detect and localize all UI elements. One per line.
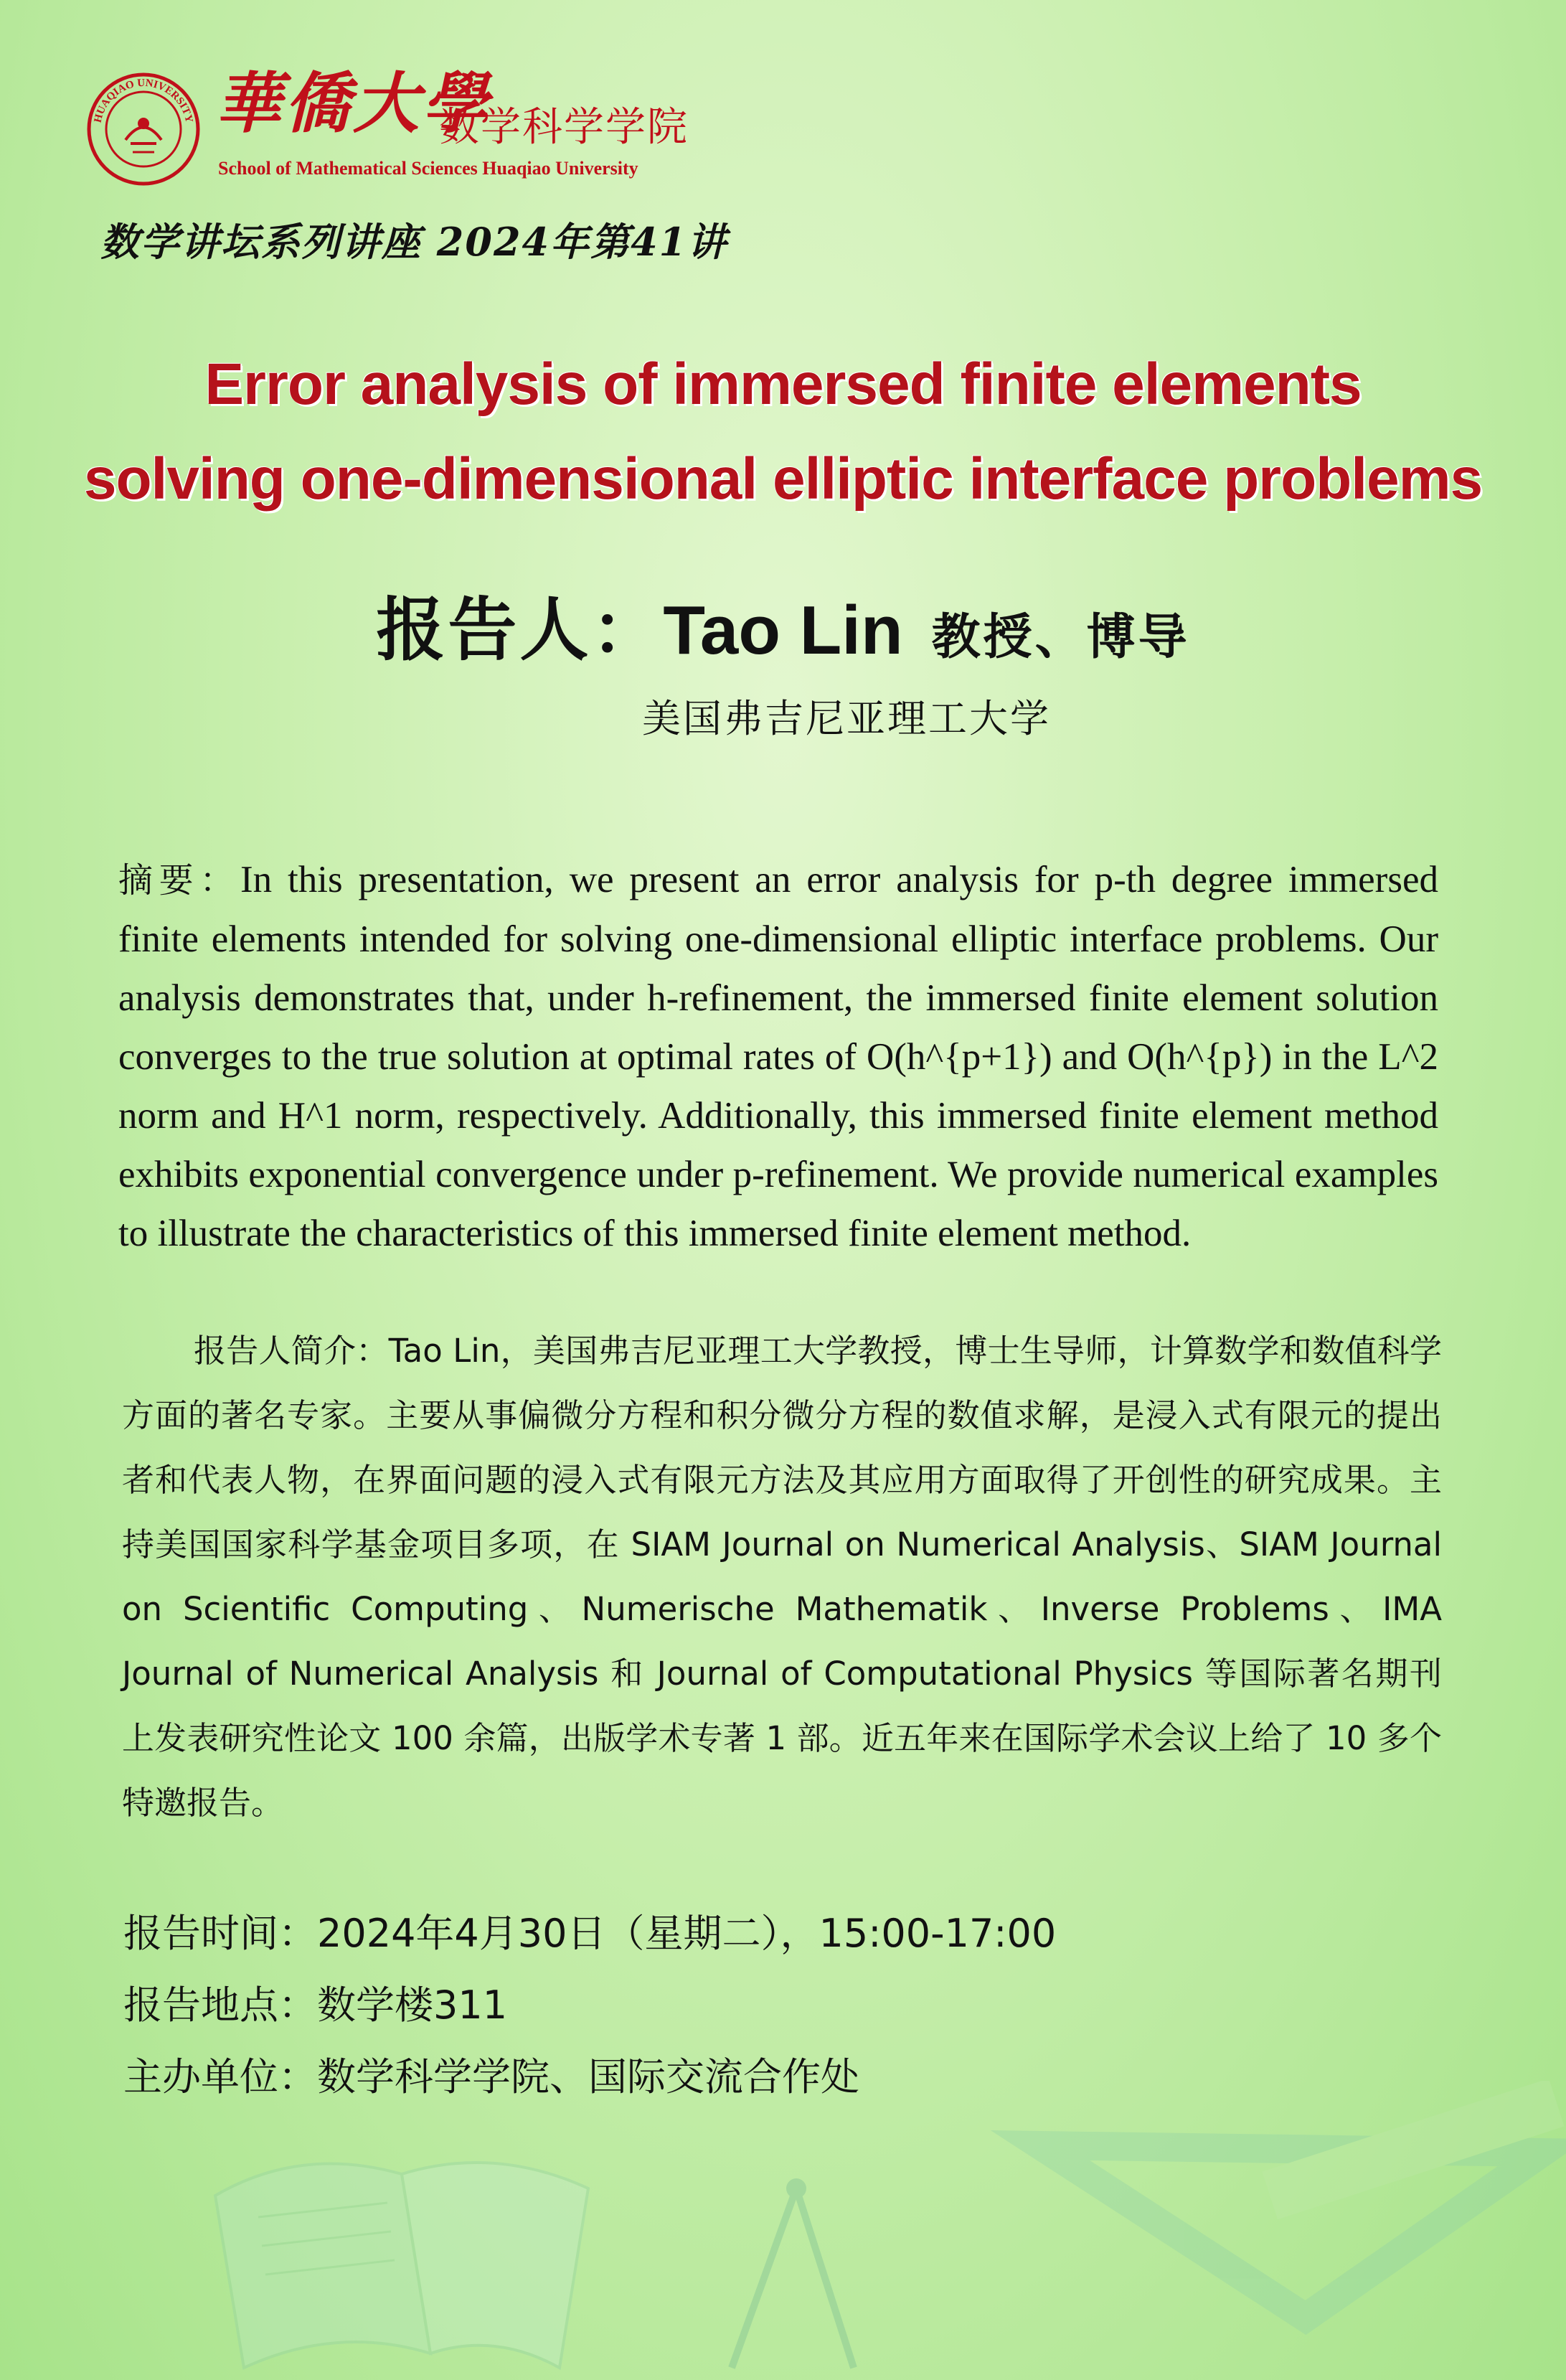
university-name-cn: 華僑大學 xyxy=(215,65,491,142)
decorative-stationery-illustration xyxy=(0,2081,1566,2380)
lecture-title xyxy=(0,337,1566,527)
school-name-cn: 数学科学学院 xyxy=(439,104,689,151)
abstract-paragraph xyxy=(118,850,1438,1263)
lecture-location: 报告地点：数学楼311 xyxy=(123,1982,508,2028)
university-seal-logo xyxy=(86,72,201,187)
abstract-text: In this presentation, we present an error analysis for p-th degree immersed finite elements intended for solving one-dimensional elliptic interface problems. Our analysis demonstrates that, under h-refinement, the immersed finite element solution converges to the true solution at optimal rates of O(h^{p+1}) and O(h^{p}) in the L^2 norm and H^1 norm, respectively. Additionally, this immersed finite element method exhibits exponential convergence under p-refinement. We provide numerical examples to illustrate the characteristics of this immersed finite element method. xyxy=(118,859,1438,1254)
open-book-icon xyxy=(215,2163,588,2368)
lecture-series-heading: 数学讲坛系列讲座 2024年第41讲 xyxy=(100,219,728,265)
lecture-title-line-1: Error analysis of immersed finite elements xyxy=(204,352,1362,417)
lecture-host: 主办单位：数学科学学院、国际交流合作处 xyxy=(123,2054,859,2099)
speaker-affiliation: 美国弗吉尼亚理工大学 xyxy=(642,696,1051,741)
lecture-time: 报告时间：2024年4月30日（星期二），15:00-17:00 xyxy=(123,1911,1057,1956)
speaker-bio-paragraph: 报告人简介：Tao Lin，美国弗吉尼亚理工大学教授，博士生导师，计算数学和数值科学方面的著名专家。主要从事偏微分方程和积分微分方程的数值求解，是浸入式有限元的提出者和代表人物，在界面问题的浸入式有限元方法及其应用方面取得了开创性的研究成果。主持美国国家科学基金项目多项，在 SIAM Journal on Numerical Analysis、SIAM Journal on Scientific Computing、Numerische Mathematik、Inverse Problems、IMA Journal of Numerical Analysis 和 Journal of Computational Physics 等国际著名期刊上发表研究性论文 100 余篇，出版学术专著 1 部。近五年来在国际学术会议上给了 10 多个特邀报告。 xyxy=(122,1332,1442,1822)
speaker-label: 报告人： xyxy=(376,590,664,670)
lecture-title-line-2: solving one-dimensional elliptic interface problems xyxy=(83,446,1483,512)
abstract-label: 摘要： xyxy=(118,860,240,900)
school-name-en: School of Mathematical Sciences Huaqiao University xyxy=(218,158,638,179)
speaker-line xyxy=(0,590,1566,670)
speaker-name: Tao Lin xyxy=(663,592,903,669)
set-square-icon xyxy=(1040,2081,1565,2318)
svg-text:HUAQIAO UNIVERSITY: HUAQIAO UNIVERSITY xyxy=(92,77,195,124)
compass-icon xyxy=(732,2178,854,2368)
speaker-rank: 教授、博导 xyxy=(931,609,1190,666)
